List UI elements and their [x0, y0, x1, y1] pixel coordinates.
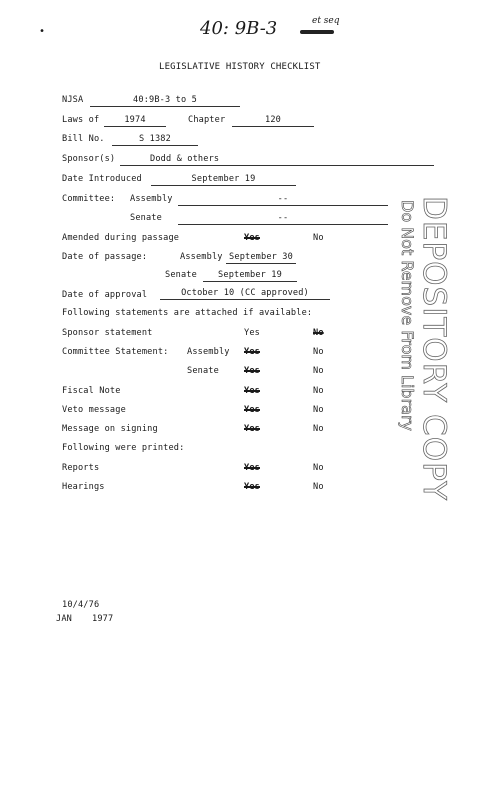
committee-senate-label: Senate — [130, 213, 162, 223]
bill-value: S 1382 — [112, 134, 198, 146]
printed-label: Reports — [62, 463, 100, 473]
statement-yes: Yes — [244, 366, 260, 376]
laws-label: Laws of — [62, 115, 100, 125]
statement-yes: Yes — [244, 328, 260, 338]
following-attached-heading: Following statements are attached if available: — [62, 308, 313, 318]
amended-label: Amended during passage — [62, 233, 180, 243]
statement-label: Sponsor statement — [62, 328, 153, 338]
passage-senate-value: September 19 — [203, 270, 297, 282]
handwritten-ref: 40: 9B-3 — [200, 18, 278, 39]
passage-label: Date of passage: — [62, 252, 148, 262]
committee-assembly-value: -- — [178, 194, 388, 206]
chapter-label: Chapter — [188, 115, 226, 125]
footer-month: JAN — [56, 614, 72, 624]
statement-label: Veto message — [62, 405, 126, 415]
statement-yes: Yes — [244, 405, 260, 415]
statement-no: No — [313, 386, 324, 396]
printed-yes: Yes — [244, 463, 260, 473]
statement-no: No — [313, 328, 324, 338]
statement-no: No — [313, 405, 324, 415]
page-title: LEGISLATIVE HISTORY CHECKLIST — [159, 62, 321, 72]
statement-sub: Assembly — [187, 347, 230, 357]
statement-yes: Yes — [244, 347, 260, 357]
amended-yes: Yes — [244, 233, 260, 243]
chapter-value: 120 — [232, 115, 314, 127]
committee-label: Committee: — [62, 194, 116, 204]
statement-no: No — [313, 366, 324, 376]
amended-no: No — [313, 233, 324, 243]
introduced-label: Date Introduced — [62, 174, 142, 184]
approval-label: Date of approval — [62, 290, 148, 300]
passage-assembly-label: Assembly — [180, 252, 223, 262]
stamp-line2: Do Not Remove From Library — [398, 200, 417, 431]
handwritten-note: et seq — [312, 16, 340, 26]
statement-label: Message on signing — [62, 424, 158, 434]
njsa-label: NJSA — [62, 95, 84, 105]
depository-stamp — [416, 196, 452, 501]
printed-yes: Yes — [244, 482, 260, 492]
sponsor-label: Sponsor(s) — [62, 154, 116, 164]
passage-senate-label: Senate — [165, 270, 197, 280]
njsa-value: 40:9B-3 to 5 — [90, 95, 240, 107]
depository-stamp-sub — [398, 200, 417, 431]
scan-mark: • — [39, 26, 46, 37]
sponsor-text: Dodd & others — [150, 154, 220, 164]
handwritten-scribble — [300, 30, 334, 34]
following-printed-heading: Following were printed: — [62, 443, 185, 453]
statement-no: No — [313, 347, 324, 357]
laws-year: 1974 — [104, 115, 166, 127]
printed-label: Hearings — [62, 482, 105, 492]
committee-assembly-label: Assembly — [130, 194, 173, 204]
sponsor-value — [120, 154, 434, 166]
statement-label: Committee Statement: — [62, 347, 169, 357]
printed-no: No — [313, 482, 324, 492]
footer-date: 10/4/76 — [62, 600, 100, 610]
statement-label: Fiscal Note — [62, 386, 121, 396]
statement-yes: Yes — [244, 386, 260, 396]
passage-assembly-value: September 30 — [226, 252, 296, 264]
stamp-line1: DEPOSITORY COPY — [416, 196, 452, 502]
bill-label: Bill No. — [62, 134, 105, 144]
approval-value: October 10 (CC approved) — [160, 288, 330, 300]
footer-year: 1977 — [92, 614, 114, 624]
statement-yes: Yes — [244, 424, 260, 434]
committee-senate-value: -- — [178, 213, 388, 225]
statement-sub: Senate — [187, 366, 219, 376]
introduced-value: September 19 — [151, 174, 296, 186]
statement-no: No — [313, 424, 324, 434]
printed-no: No — [313, 463, 324, 473]
